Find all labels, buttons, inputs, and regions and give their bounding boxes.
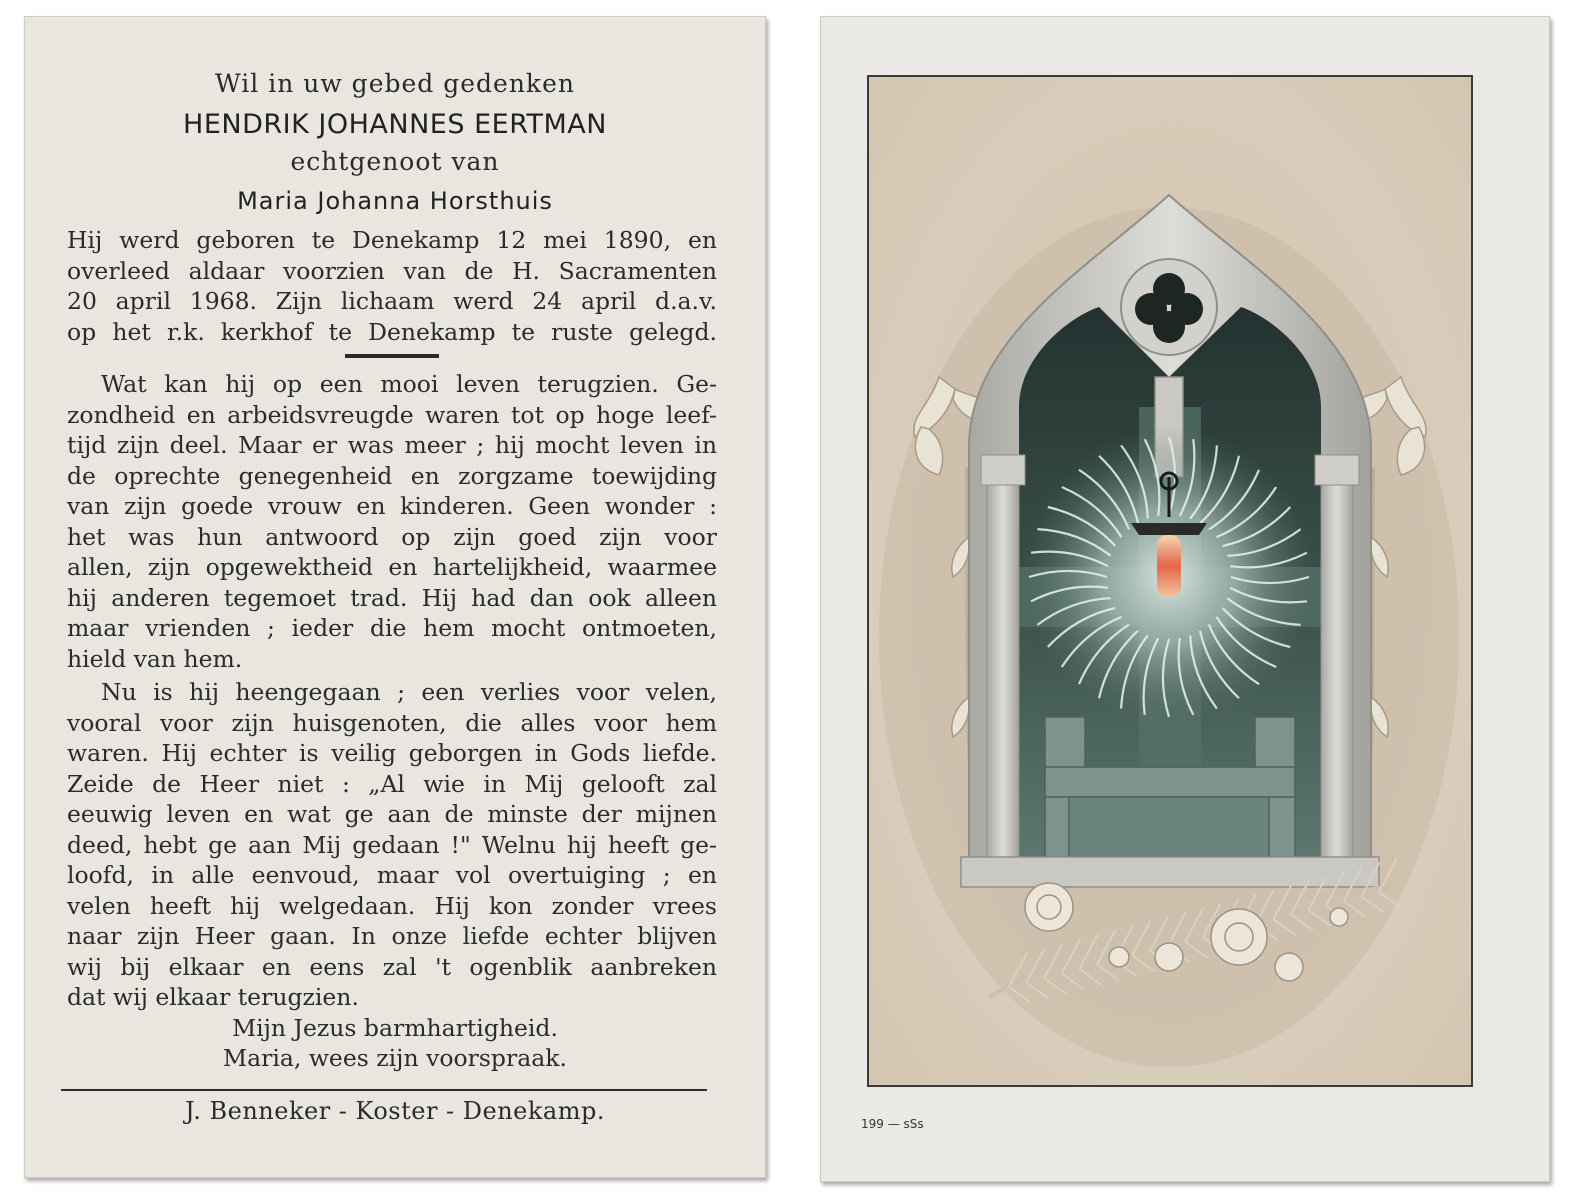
left-column [981, 455, 1025, 857]
text-line: loofd, in alle eenvoud, maar vol overtuiging ; en [67, 861, 717, 889]
printer-imprint: J. Benneker - Koster - Denekamp. [184, 1097, 605, 1125]
text-line: de oprechte genegenheid en zorgzame toewijding [67, 461, 717, 490]
text-line: van zijn goede vrouw en kinderen. Geen wonder : [67, 492, 717, 520]
text-line: maar vrienden ; ieder die hem mocht ontmoeten, [67, 614, 717, 642]
text-line: eeuwig leven en wat ge aan de minste der mijnen [67, 800, 717, 828]
long-divider [61, 1089, 707, 1091]
right-column [1315, 455, 1359, 857]
shrine-base [961, 857, 1379, 887]
memorial-card-image-side [820, 16, 1550, 1182]
text-line: deed, hebt ge aan Mij gedaan !" Welnu hij heeft ge- [67, 830, 717, 859]
text-line: Zeide de Heer niet : „Al wie in Mij gelooft zal [67, 769, 717, 798]
meditation-paragraph-1 [67, 369, 717, 674]
prayer-line-1: Mijn Jezus barmhartigheid. [232, 1014, 558, 1042]
text-line: hij anderen tegemoet trad. Hij had dan ook alleen [67, 583, 717, 612]
text-line: allen, zijn opgewektheid en hartelijkheid, waarmee [67, 553, 717, 581]
text-line: hield van hem. [67, 644, 243, 673]
text-line: 20 april 1968. Zijn lichaam werd 24 april d.a.v. [67, 287, 717, 315]
text-line: vooral voor zijn huisgenoten, die alles voor hem [67, 708, 717, 737]
memorial-card-text-side [24, 16, 766, 1178]
illustration-frame [867, 75, 1473, 1087]
gothic-shrine-illustration [869, 77, 1471, 1085]
text-line: waren. Hij echter is veilig geborgen in Gods liefde. [67, 739, 717, 767]
text-line: tijd zijn deel. Maar er was meer ; hij mocht leven in [67, 431, 717, 459]
short-divider [345, 354, 439, 358]
text-line: zondheid en arbeidsvreugde waren tot op hoge leef- [67, 400, 717, 429]
prayer-line-2: Maria, wees zijn voorspraak. [223, 1044, 567, 1072]
sanctuary-lamp-flame-icon [1157, 535, 1181, 597]
text-line: het was hun antwoord op zijn goed zijn voor [67, 522, 717, 551]
text-line: dat wij elkaar terugzien. [67, 983, 359, 1011]
deceased-name: HENDRIK JOHANNES EERTMAN [183, 109, 607, 140]
spouse-label: echtgenoot van [290, 147, 500, 176]
meditation-paragraph-2 [67, 677, 717, 1013]
spouse-name: Maria Johanna Horsthuis [237, 187, 553, 215]
print-code: 199 — sSs [861, 1117, 924, 1131]
text-line: overleed aldaar voorzien van de H. Sacramenten [67, 256, 717, 285]
text-line: naar zijn Heer gaan. In onze liefde echter blijven [67, 922, 717, 950]
text-line: Nu is hij heengegaan ; een verlies voor velen, [101, 678, 717, 706]
intro-line: Wil in uw gebed gedenken [215, 69, 575, 98]
text-line: Wat kan hij op een mooi leven terugzien. Ge- [101, 370, 717, 398]
biography-paragraph [67, 225, 717, 347]
text-line: op het r.k. kerkhof te Denekamp te ruste gelegd. [67, 317, 717, 346]
text-line: wij bij elkaar en eens zal 't ogenblik aanbreken [67, 952, 717, 981]
text-line: Hij werd geboren te Denekamp 12 mei 1890, en [67, 226, 717, 254]
text-line: velen heeft hij welgedaan. Hij kon zonder vrees [67, 891, 717, 920]
lamp-holder [1131, 523, 1207, 535]
